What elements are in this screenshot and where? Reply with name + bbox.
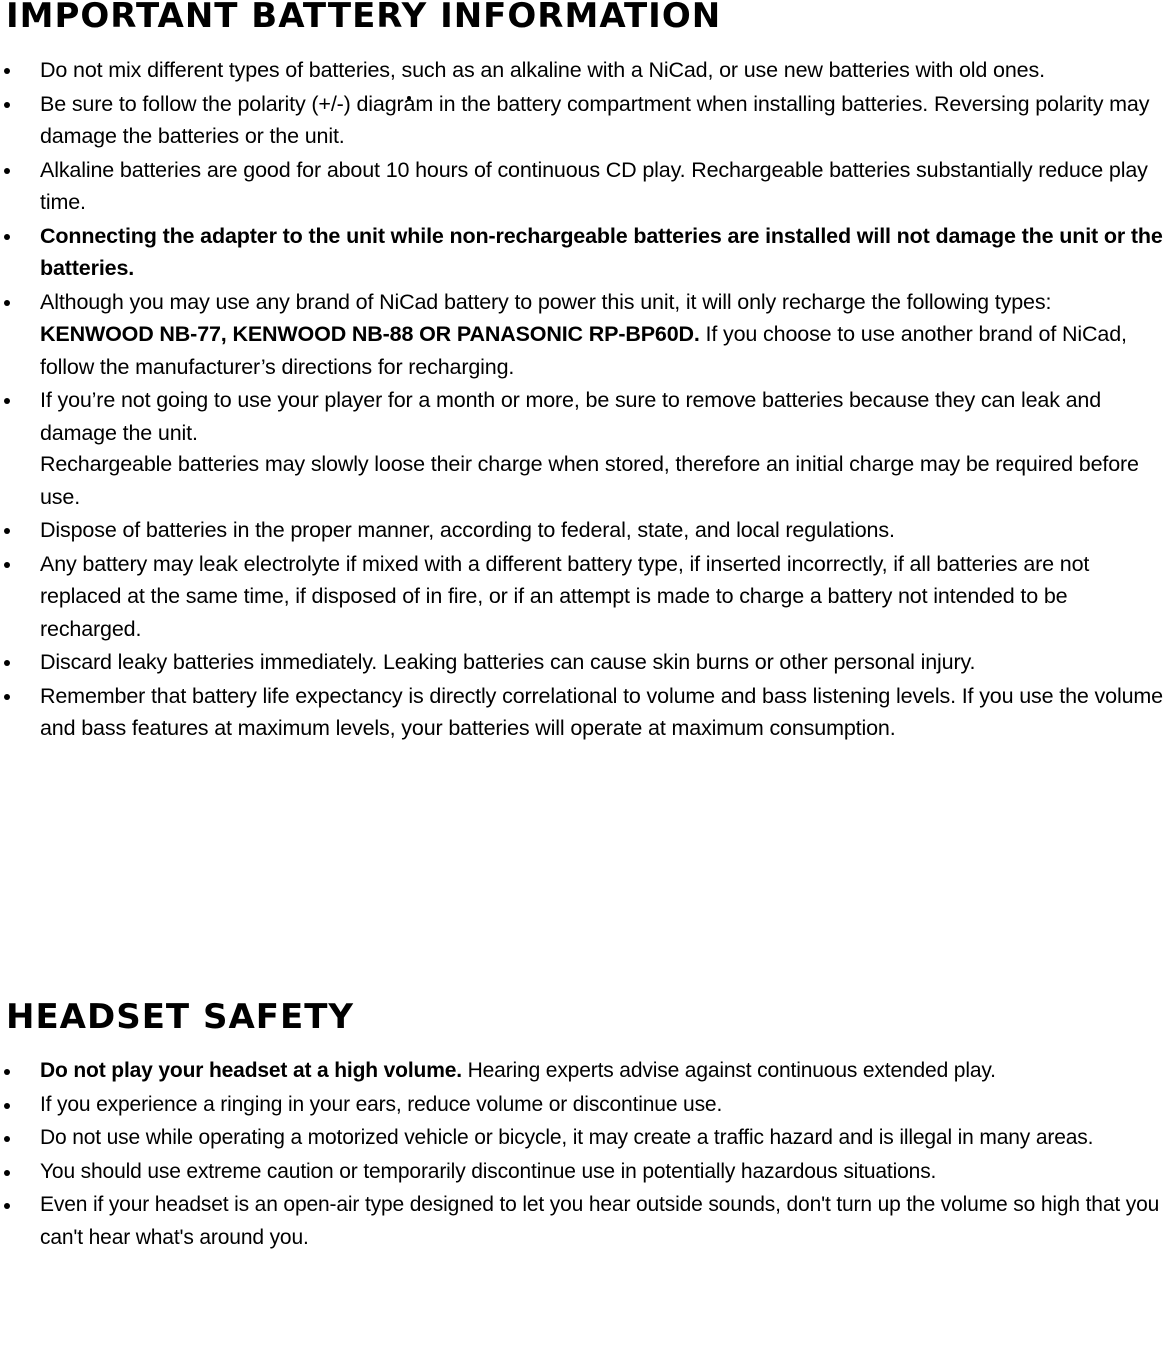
item-text: Do not mix different types of batteries, such as an alkaline with a NiCad, or use new batteries with old ones. <box>40 58 1045 82</box>
list-item <box>0 1122 1167 1155</box>
item-text-bold: Do not play your headset at a high volume. <box>40 1059 462 1082</box>
item-text: You should use extreme caution or temporarily discontinue use in potentially hazardous situations. <box>40 1159 937 1183</box>
bullet-icon <box>4 1170 10 1176</box>
bullet-icon <box>4 1136 10 1142</box>
bullet-icon <box>4 398 10 404</box>
item-text: Although you may use any brand of NiCad battery to power this unit, it will only recharge the following types: <box>40 289 1052 314</box>
bullet-icon <box>4 168 10 174</box>
item-text: Dispose of batteries in the proper manner, according to federal, state, and local regulations. <box>40 518 895 542</box>
list-item <box>0 680 1167 745</box>
battery-info-list <box>0 54 1167 746</box>
battery-model-list: KENWOOD NB-77, KENWOOD NB-88 OR PANASONIC RP-BP60D. <box>40 322 700 346</box>
list-item <box>0 1089 1167 1122</box>
bullet-icon <box>4 694 10 700</box>
list-item <box>0 548 1167 646</box>
list-item <box>0 1055 1167 1088</box>
list-item <box>0 286 1167 384</box>
list-item <box>0 1156 1167 1189</box>
item-text: Rechargeable batteries may slowly loose their charge when stored, therefore an initial charge may be required before use. <box>40 452 1139 509</box>
item-text: Alkaline batteries are good for about 10 hours of continuous CD play. Rechargeable batteries substantially reduce play time. <box>40 157 1148 214</box>
list-item <box>0 646 1167 679</box>
bullet-icon <box>4 300 10 306</box>
bullet-icon <box>4 660 10 666</box>
item-text: If you’re not going to use your player for a month or more, be sure to remove batteries because they can leak and damage the unit. <box>40 388 1102 445</box>
bullet-icon <box>4 1203 10 1209</box>
list-item <box>0 154 1167 219</box>
bullet-icon <box>4 102 10 108</box>
item-text: If you experience a ringing in your ears, reduce volume or discontinue use. <box>40 1092 723 1116</box>
item-text: Any battery may leak electrolyte if mixed with a different battery type, if inserted incorrectly, if all batteries are not replaced at the same time, if disposed of in fire, or if an attempt is made to charge a battery not intended to be recharged. <box>40 551 1090 641</box>
item-text: Remember that battery life expectancy is directly correlational to volume and bass listening levels. If you use the volume and bass features at maximum levels, your batteries will operate at maximum consumption. <box>40 683 1163 740</box>
bullet-icon <box>4 528 10 534</box>
list-item-continuation <box>0 448 1167 513</box>
item-text: Be sure to follow the polarity (+/-) diagram in the battery compartment when installing batteries. Reversing polarity may damage the batteries or the unit. <box>40 91 1150 148</box>
item-text: Discard leaky batteries immediately. Leaking batteries can cause skin burns or other personal injury. <box>40 650 976 674</box>
list-item <box>0 220 1167 285</box>
list-item <box>0 88 1167 153</box>
list-item <box>0 1189 1167 1254</box>
list-item <box>0 384 1167 449</box>
bullet-icon <box>4 562 10 568</box>
item-text-bold: Connecting the adapter to the unit while non-rechargeable batteries are installed will not damage the unit or the batteries. <box>40 223 1163 280</box>
bullet-icon <box>4 1069 10 1075</box>
item-text: Hearing experts advise against continuous extended play. <box>461 1059 996 1082</box>
headset-safety-list <box>0 1055 1167 1255</box>
item-text: Even if your headset is an open-air type designed to let you hear outside sounds, don't turn up the volume so high that you can't hear what's around you. <box>40 1193 1160 1249</box>
bullet-icon <box>4 68 10 74</box>
bullet-icon <box>4 234 10 240</box>
list-item <box>0 54 1167 87</box>
bullet-icon <box>4 1103 10 1109</box>
headset-section-title: HEADSET SAFETY <box>6 997 355 1037</box>
item-text: Do not use while operating a motorized vehicle or bicycle, it may create a traffic hazard and is illegal in many areas. <box>40 1126 1094 1149</box>
battery-section-title: IMPORTANT BATTERY INFORMATION <box>6 0 722 36</box>
list-item <box>0 514 1167 547</box>
item-text: If you choose to use another brand of NiCad, follow the manufacturer’s directions for recharging. <box>40 322 1127 379</box>
